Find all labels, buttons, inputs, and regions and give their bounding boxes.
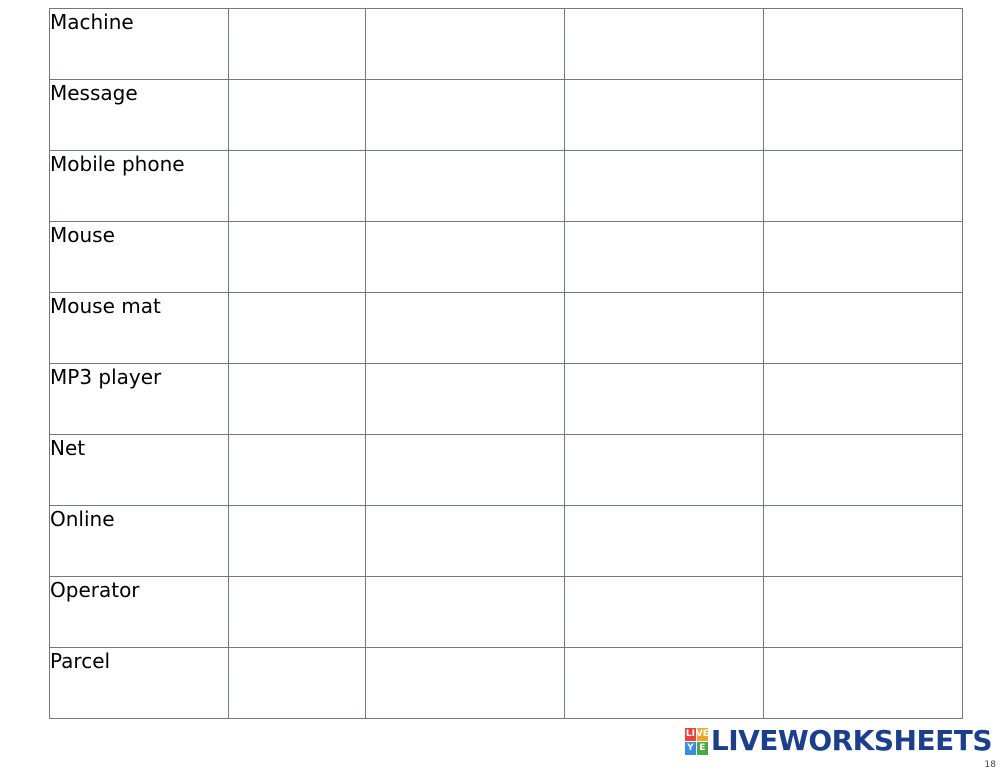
answer-cell[interactable] bbox=[366, 435, 565, 506]
table-row bbox=[50, 435, 963, 506]
table-row bbox=[50, 364, 963, 435]
table-row bbox=[50, 151, 963, 222]
logo-tile-e: E bbox=[697, 742, 708, 755]
answer-cell[interactable] bbox=[229, 151, 366, 222]
answer-cell[interactable] bbox=[565, 151, 764, 222]
logo-tile-y: Y bbox=[685, 742, 696, 755]
answer-cell[interactable] bbox=[366, 577, 565, 648]
term-label: Mobile phone bbox=[50, 151, 229, 222]
table-row bbox=[50, 648, 963, 719]
term-label: Mouse mat bbox=[50, 293, 229, 364]
answer-cell[interactable] bbox=[229, 9, 366, 80]
table-row bbox=[50, 222, 963, 293]
answer-cell[interactable] bbox=[229, 506, 366, 577]
answer-cell[interactable] bbox=[764, 577, 963, 648]
answer-cell[interactable] bbox=[366, 364, 565, 435]
vocabulary-table bbox=[49, 8, 963, 719]
answer-cell[interactable] bbox=[764, 506, 963, 577]
table-body bbox=[50, 9, 963, 719]
answer-cell[interactable] bbox=[229, 364, 366, 435]
answer-cell[interactable] bbox=[764, 648, 963, 719]
answer-cell[interactable] bbox=[366, 80, 565, 151]
answer-cell[interactable] bbox=[565, 577, 764, 648]
answer-cell[interactable] bbox=[366, 506, 565, 577]
answer-cell[interactable] bbox=[565, 435, 764, 506]
term-label: Mouse bbox=[50, 222, 229, 293]
table-row bbox=[50, 577, 963, 648]
table-row bbox=[50, 9, 963, 80]
table-row bbox=[50, 80, 963, 151]
table-row bbox=[50, 293, 963, 364]
answer-cell[interactable] bbox=[366, 222, 565, 293]
answer-cell[interactable] bbox=[764, 80, 963, 151]
answer-cell[interactable] bbox=[229, 435, 366, 506]
answer-cell[interactable] bbox=[565, 9, 764, 80]
answer-cell[interactable] bbox=[366, 151, 565, 222]
answer-cell[interactable] bbox=[764, 364, 963, 435]
answer-cell[interactable] bbox=[229, 80, 366, 151]
answer-cell[interactable] bbox=[565, 293, 764, 364]
liveworksheets-logo[interactable] bbox=[685, 726, 992, 756]
answer-cell[interactable] bbox=[565, 364, 764, 435]
page-number: 18 bbox=[984, 760, 996, 770]
answer-cell[interactable] bbox=[229, 293, 366, 364]
logo-tile-ve: VE bbox=[695, 728, 709, 739]
liveworksheets-logo-icon bbox=[685, 728, 708, 755]
answer-cell[interactable] bbox=[764, 222, 963, 293]
term-label: Operator bbox=[50, 577, 229, 648]
term-label: Parcel bbox=[50, 648, 229, 719]
term-label: Machine bbox=[50, 9, 229, 80]
answer-cell[interactable] bbox=[565, 506, 764, 577]
answer-cell[interactable] bbox=[565, 222, 764, 293]
answer-cell[interactable] bbox=[229, 648, 366, 719]
answer-cell[interactable] bbox=[229, 222, 366, 293]
answer-cell[interactable] bbox=[764, 151, 963, 222]
logo-wordmark: LIVEWORKSHEETS bbox=[710, 724, 992, 757]
term-label: MP3 player bbox=[50, 364, 229, 435]
answer-cell[interactable] bbox=[565, 648, 764, 719]
term-label: Online bbox=[50, 506, 229, 577]
term-label: Message bbox=[50, 80, 229, 151]
answer-cell[interactable] bbox=[764, 435, 963, 506]
answer-cell[interactable] bbox=[366, 9, 565, 80]
table-row bbox=[50, 506, 963, 577]
answer-cell[interactable] bbox=[565, 80, 764, 151]
answer-cell[interactable] bbox=[764, 9, 963, 80]
answer-cell[interactable] bbox=[366, 648, 565, 719]
term-label: Net bbox=[50, 435, 229, 506]
answer-cell[interactable] bbox=[764, 293, 963, 364]
answer-cell[interactable] bbox=[366, 293, 565, 364]
logo-tile-li: LI bbox=[685, 728, 695, 739]
answer-cell[interactable] bbox=[229, 577, 366, 648]
